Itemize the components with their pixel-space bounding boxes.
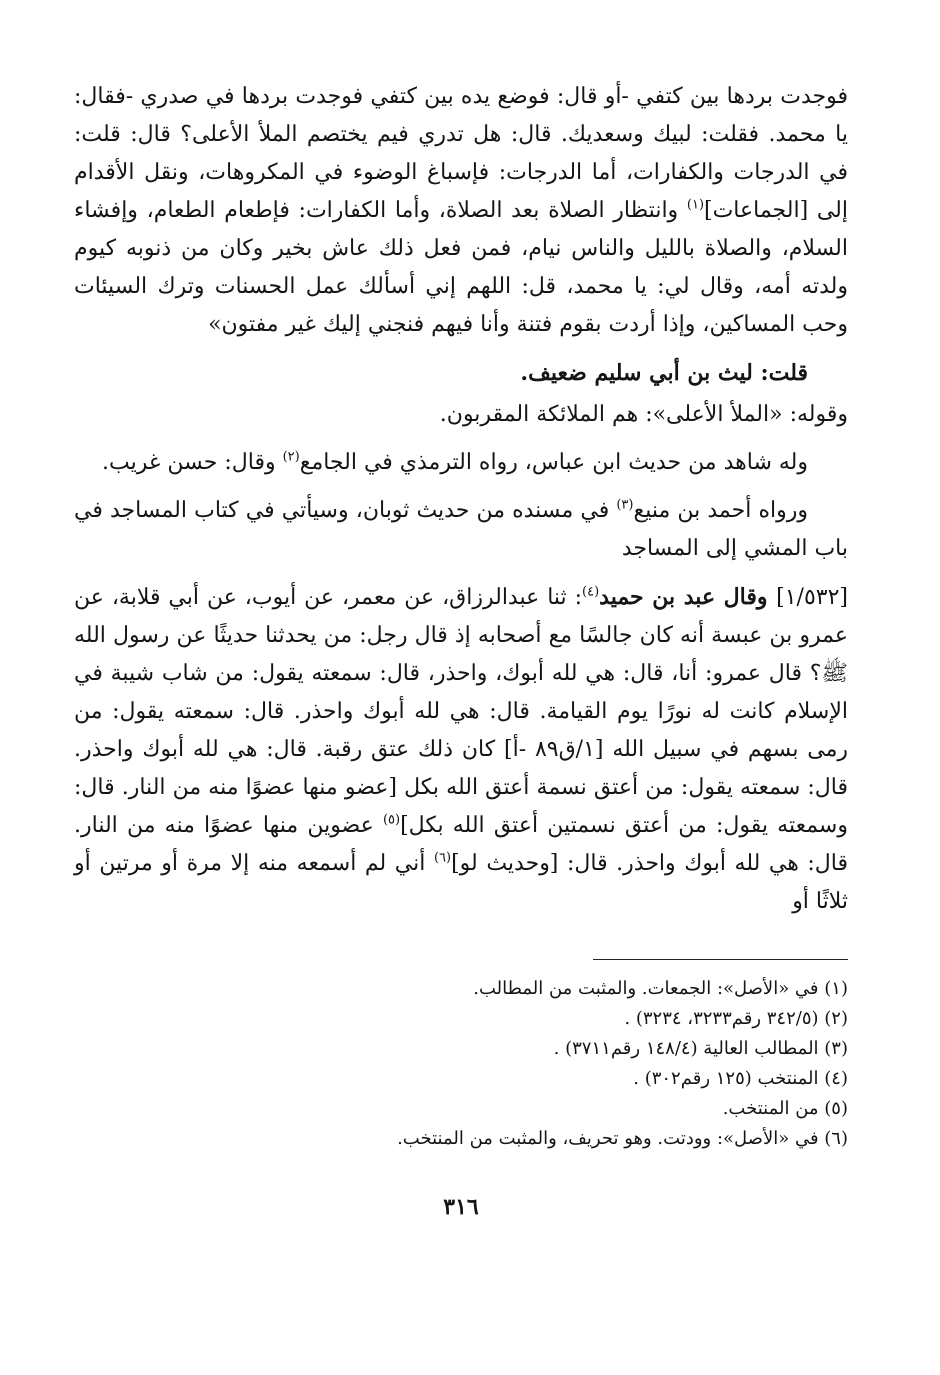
- footnote-1: (١) في «الأصل»: الجمعات. والمثبت من المطالب.: [473, 978, 848, 999]
- paragraph-6-text-b: عضوين منها عضوًا منه من النار. قال: هي لله أبوك واحذر. قال: [وحديث لو]: [74, 813, 848, 876]
- paragraph-5: [74, 492, 848, 568]
- footnote-divider: [593, 959, 848, 960]
- footnote-ref-2: (٢): [282, 449, 300, 465]
- footnotes: [74, 974, 848, 1154]
- footnote-3: (٣) المطالب العالية (١٤٨/٤ رقم٣٧١١) .: [553, 1038, 848, 1059]
- document-page: [74, 78, 848, 1220]
- paragraph-5-text-a: ورواه أحمد بن منيع: [633, 498, 808, 523]
- footnote-ref-4: (٤): [582, 584, 600, 600]
- footnote-ref-3: (٣): [616, 497, 634, 513]
- manuscript-marker: [١/٥٣٢]: [776, 585, 848, 610]
- page-number: ٣١٦: [443, 1194, 479, 1220]
- paragraph-1: [74, 78, 848, 344]
- paragraph-6-text-a: : ثنا عبدالرزاق، عن معمر، عن أيوب، عن أبي قلابة، عن عمرو بن عبسة أنه كان جالسًا مع أصحابه إذ قال رجل: من يحدثنا حديثًا عن رسول الله ﷺ؟ قال عمرو: أنا، قال: هي لله أبوك، واحذر، قال: سمعته يقول: من شاب شيبة في الإسلام كانت له نورًا يوم القيامة. قال: هي لله أبوك واحذر. قال: سمعته يقول: من رمى بسهم في سبيل الله [١/ق٨٩ -أ] كان ذلك عتق رقبة. قال: هي لله أبوك واحذر. قال: سمعته يقول: من أعتق نسمة أعتق الله بكل [عضو منها عضوًا منه من النار. قال: وسمعته يقول: من أعتق نسمتين أعتق الله بكل]: [74, 585, 849, 838]
- main-text: [74, 78, 848, 921]
- footnote-4: (٤) المنتخب (١٢٥ رقم٣٠٢) .: [633, 1068, 848, 1089]
- paragraph-1-text-a: فوجدت بردها بين كتفي -أو قال: فوضع يده بين كتفي فوجدت بردها في صدري -فقال: يا محمد. فقلت: لبيك وسعديك. قال: هل تدري فيم يختصم الملأ الأعلى؟ قال: قلت: في الدرجات والكفارات، أما الدرجات: فإسباغ الوضوء في المكروهات، ونقل الأقدام إلى [الجماعات]: [74, 84, 848, 223]
- paragraph-4-text-a: وله شاهد من حديث ابن عباس، رواه الترمذي في الجامع: [299, 450, 808, 475]
- footnote-ref-1: (١): [686, 197, 705, 213]
- paragraph-4: [74, 444, 848, 482]
- paragraph-5-text-b: في مسنده من حديث ثوبان، وسيأتي في كتاب المساجد في باب المشي إلى المساجد: [74, 498, 848, 561]
- paragraph-3: وقوله: «الملأ الأعلى»: هم الملائكة المقربون.: [439, 402, 848, 427]
- footnote-2: (٢) (٣٤٢/٥ رقم٣٢٣٣، ٣٢٣٤) .: [624, 1008, 848, 1029]
- footnote-6: (٦) في «الأصل»: وودتت. وهو تحريف، والمثبت من المنتخب.: [397, 1128, 848, 1149]
- footnote-ref-6: (٦): [433, 850, 452, 866]
- paragraph-6-text-c: أني لم أسمعه منه إلا مرة أو مرتين أو ثلاثًا أو: [74, 851, 848, 914]
- paragraph-6-lead: وقال عبد بن حميد: [599, 584, 777, 610]
- paragraph-4-text-b: وقال: حسن غريب.: [102, 450, 283, 475]
- paragraph-6: [74, 578, 848, 921]
- footnote-5: (٥) من المنتخب.: [722, 1098, 848, 1119]
- footnote-ref-5: (٥): [382, 812, 401, 828]
- paragraph-1-text-b: وانتظار الصلاة بعد الصلاة، وأما الكفارات: فإطعام الطعام، وإفشاء السلام، والصلاة بالليل والناس نيام، فمن فعل ذلك عاش بخير وكان من ذنوبه كيوم ولدته أمه، وقال لي: يا محمد، قل: اللهم إني أسألك عمل الحسنات وترك السيئات وحب المساكين، وإذا أردت بقوم فتنة وأنا فيهم فنجني إليك غير مفتون»: [74, 198, 848, 337]
- paragraph-2: قلت: ليث بن أبي سليم ضعيف.: [520, 360, 808, 386]
